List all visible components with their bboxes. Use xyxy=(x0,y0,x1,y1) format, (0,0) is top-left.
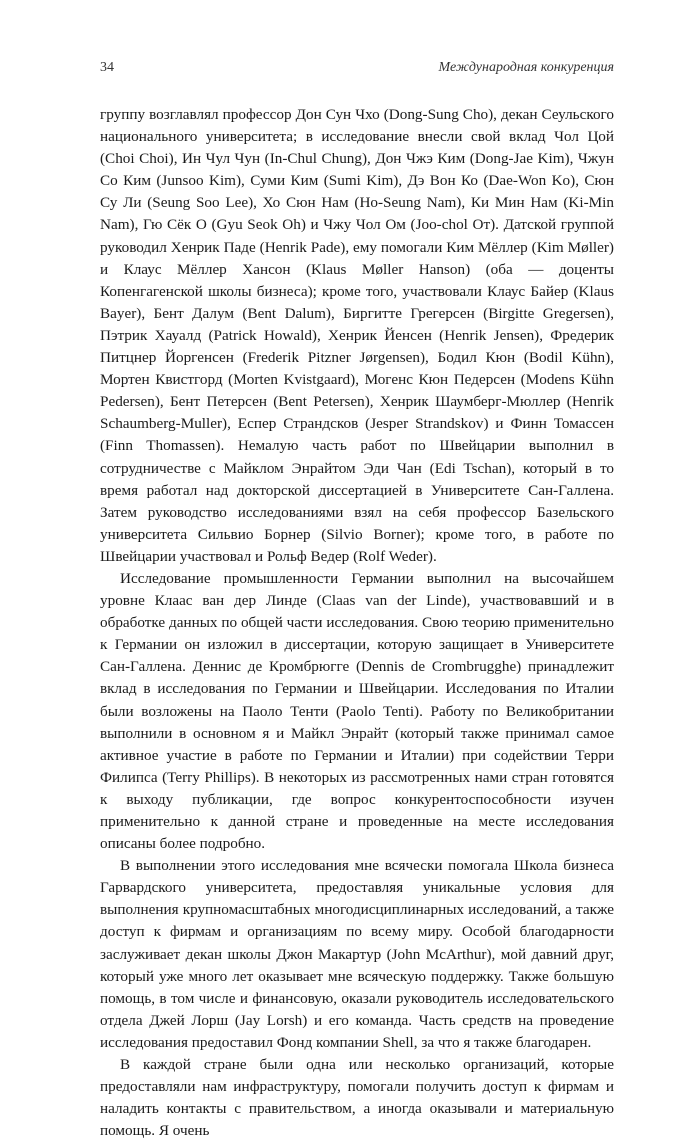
paragraph-continuation: группу возглавлял профессор Дон Сун Чхо (Dong-Sung Cho), декан Сеульского национального университета; в исследование внесли свой вклад Чол Цой (Choi Choi), Ин Чул Чун (In-Chul Chung), Дон Чжэ Ким (Dong-Jae Kim), Чжун Со Ким (Junsoo Kim), Суми Ким (Sumi Kim), Дэ Вон Ко (Dae-Won Ko), Сюн Су Ли (Seung Soo Lee), Хо Сюн Нам (Ho-Seung Nam), Ки Мин Нам (Ki-Min Nam), Гю Сёк О (Gyu Seok Oh) и Чжу Чол Ом (Joo-chol Oт). Датской группой руководил Хенрик Паде (Henrik Pade), ему помогали Ким Мёллер (Kim Møller) и Клаус Мёллер Хансон (Klaus Møller Hanson) (оба — доценты Копенгагенской школы бизнеса); кроме того, участвовали Клаус Байер (Klaus Bayer), Бент Далум (Bent Dalum), Биргитте Грегерсен (Birgitte Gregersen), Пэтрик Хауалд (Patrick Howald), Хенрик Йенсен (Henrik Jensen), Фредерик Питцнер Йоргенсен (Frederik Pitzner Jørgensen), Бодил Кюн (Bodil Kühn), Мортен Квистгорд (Morten Kvistgaard), Могенс Кюн Педерсен (Modens Kühn Pedersen), Бент Петерсен (Bent Petersen), Хенрик Шаумберг-Мюллер (Henrik Schaumberg-Muller), Еспер Страндсков (Jesper Strandskov) и Финн Томассен (Finn Thomassen). Немалую часть работ по Швейцарии выполнил в сотрудничестве с Майклом Энрайтом Эди Чан (Edi Tschan), который в то время работал над докторской диссертацией в Университете Сан-Галлена. Затем руководство исследованиями взял на себя профессор Базельского университета Сильвио Борнер (Silvio Borner); кроме того, в работе по Швейцарии участвовал и Рольф Ведер (Rolf Weder). xyxy=(100,106,614,565)
page-header xyxy=(100,60,614,76)
paragraph: В выполнении этого исследования мне всячески помогала Школа бизнеса Гарвардского университета, предоставляя уникальные условия для выполнения крупномасштабных многодисциплинарных исследований, а также доступ к фирмам и организациям по всему миру. Особой благодарности заслуживает декан школы Джон Макартур (John McArthur), мой давний друг, который уже много лет оказывает мне всяческую поддержку. Также большую помощь, в том числе и финансовую, оказали руководитель исследовательского отдела Джей Лорш (Jay Lorsh) и его команда. Часть средств на проведение исследования предоставил Фонд компании Shell, за что я также благодарен. xyxy=(100,857,614,1051)
page-body xyxy=(100,104,614,1142)
paragraph: В каждой стране были одна или несколько организаций, которые предоставляли нам инфраструктуру, помогали получить доступ к фирмам и наладить контакты с правительством, а иногда оказывали и материальную помощь. Я очень xyxy=(100,1056,614,1140)
paragraph: Исследование промышленности Германии выполнил на высочайшем уровне Клаас ван дер Линде (Claas van der Linde), участвовавший и в обработке данных по общей части исследования. Свою теорию применительно к Германии он изложил в диссертации, которую защищает в Университете Сан-Галлена. Деннис де Кромбрюгге (Dennis de Crombrugghe) принадлежит вклад в исследования по Германии и Швейцарии. Исследования по Италии были возложены на Паоло Тенти (Paolo Tenti). Работу по Великобритании выполнили в основном я и Майкл Энрайт (который также принимал самое активное участие в работе по Германии и Италии) при содействии Терри Филипса (Terry Phillips). В некоторых из рассмотренных нами стран готовятся к выходу публикации, где вопрос конкурентоспособности изучен применительно к данной стране и проведенные на месте исследования описаны более подробно. xyxy=(100,569,614,853)
page-number: 34 xyxy=(100,60,114,75)
running-title: Международная конкуренция xyxy=(438,60,614,75)
